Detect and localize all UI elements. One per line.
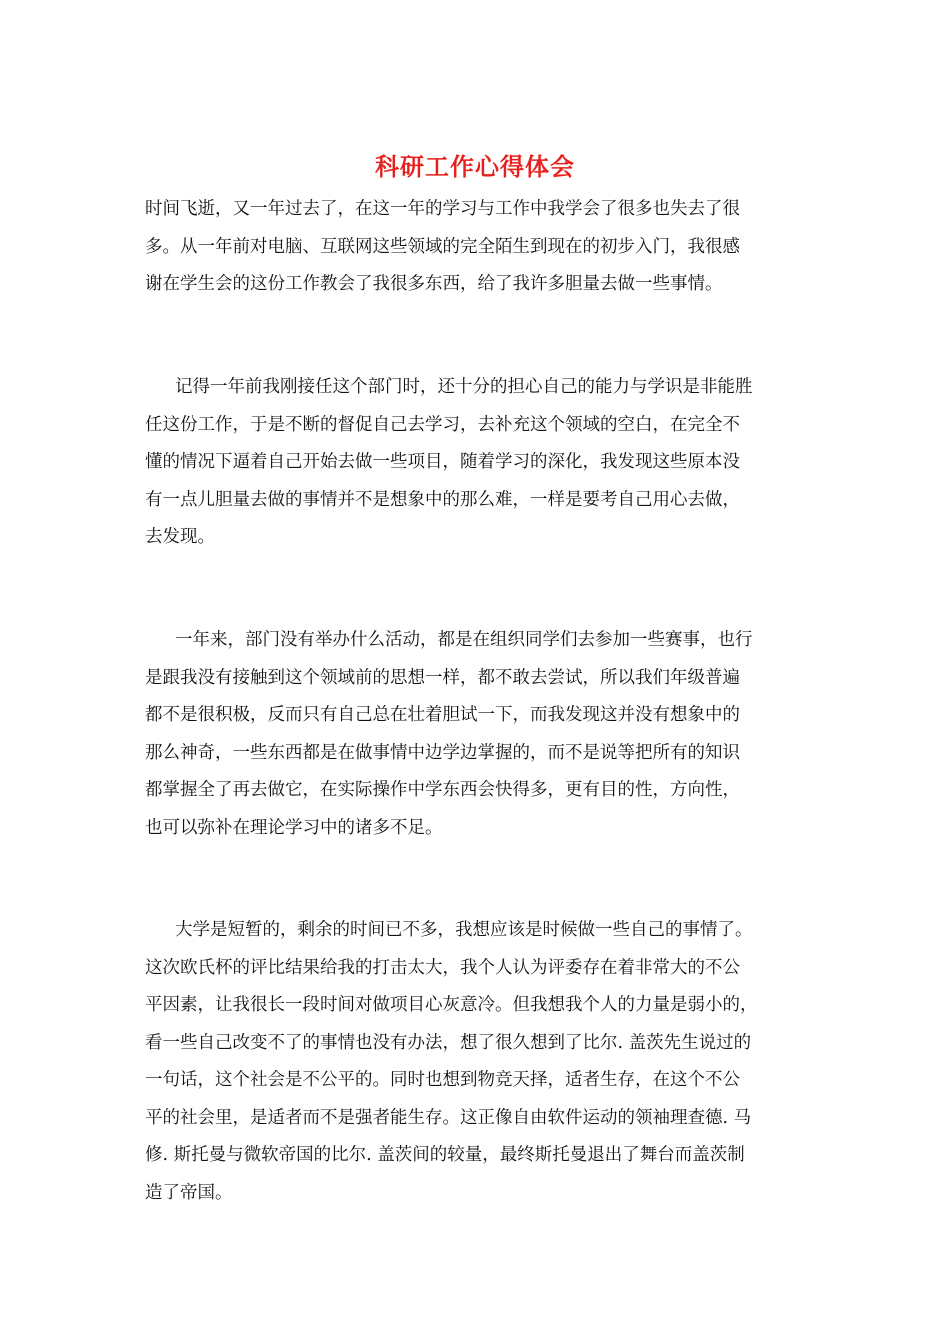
paragraph-line: 平因素，让我很长一段时间对做项目心灰意冷。但我想我个人的力量是弱小的， (145, 995, 758, 1015)
paragraph-first-line (145, 622, 810, 660)
paragraph-first-line (145, 912, 810, 950)
paragraph-line: 都不是很积极，反而只有自己总在壮着胆试一下，而我发现这并没有想象中的 (145, 705, 740, 725)
paragraph-line: 任这份工作，于是不断的督促自己去学习，去补充这个领域的空白，在完全不 (145, 414, 740, 435)
paragraph-line: 时间飞逝，又一年过去了，在这一年的学习与工作中我学会了很多也失去了很 (145, 199, 740, 219)
paragraph-line-text: 大学是短暂的，剩余的时间已不多，我想应该是时候做一些自己的事情了。 (175, 920, 753, 940)
paragraph-line: 谢在学生会的这份工作教会了我很多东西，给了我许多胆量去做一些事情。 (145, 274, 723, 294)
paragraph-3 (145, 622, 810, 847)
document-title: 科研工作心得体会 (375, 152, 575, 181)
paragraph-1 (145, 191, 810, 304)
paragraph-line: 这次欧氏杯的评比结果给我的打击太大，我个人认为评委存在着非常大的不公 (145, 957, 740, 978)
paragraph-4 (145, 912, 810, 1212)
paragraph-line-text: 一年来，部门没有举办什么活动，都是在组织同学们去参加一些赛事，也行 (175, 630, 753, 650)
paragraph-line: 平的社会里，是适者而不是强者能生存。这正像自由软件运动的领袖理查德. 马 (145, 1107, 752, 1128)
paragraph-line: 也可以弥补在理论学习中的诸多不足。 (145, 817, 443, 838)
paragraph-line: 去发现。 (145, 527, 215, 547)
paragraph-2 (145, 369, 810, 557)
paragraph-line: 有一点儿胆量去做的事情并不是想象中的那么难，一样是要考自己用心去做， (145, 489, 740, 510)
paragraph-line: 一句话，这个社会是不公平的。同时也想到物竞天择，适者生存，在这个不公 (145, 1070, 740, 1090)
paragraph-line-text: 记得一年前我刚接任这个部门时，还十分的担心自己的能力与学识是非能胜 (175, 377, 753, 397)
paragraph-line: 那么神奇，一些东西都是在做事情中边学边掌握的，而不是说等把所有的知识 (145, 742, 740, 763)
paragraph-line: 造了帝国。 (145, 1182, 233, 1203)
paragraph-first-line (145, 369, 810, 407)
paragraph-line: 看一些自己改变不了的事情也没有办法，想了很久想到了比尔. 盖茨先生说过的 (145, 1032, 752, 1053)
paragraph-line: 是跟我没有接触到这个领域前的思想一样，都不敢去尝试，所以我们年级普遍 (145, 667, 740, 688)
paragraph-line: 懂的情况下逼着自己开始去做一些项目，随着学习的深化，我发现这些原本没 (145, 452, 740, 472)
paragraph-line: 都掌握全了再去做它，在实际操作中学东西会快得多，更有目的性，方向性， (145, 780, 740, 800)
paragraph-line: 修. 斯托曼与微软帝国的比尔. 盖茨间的较量，最终斯托曼退出了舞台而盖茨制 (145, 1145, 745, 1165)
paragraph-line: 多。从一年前对电脑、互联网这些领域的完全陌生到现在的初步入门，我很感 (145, 236, 740, 257)
